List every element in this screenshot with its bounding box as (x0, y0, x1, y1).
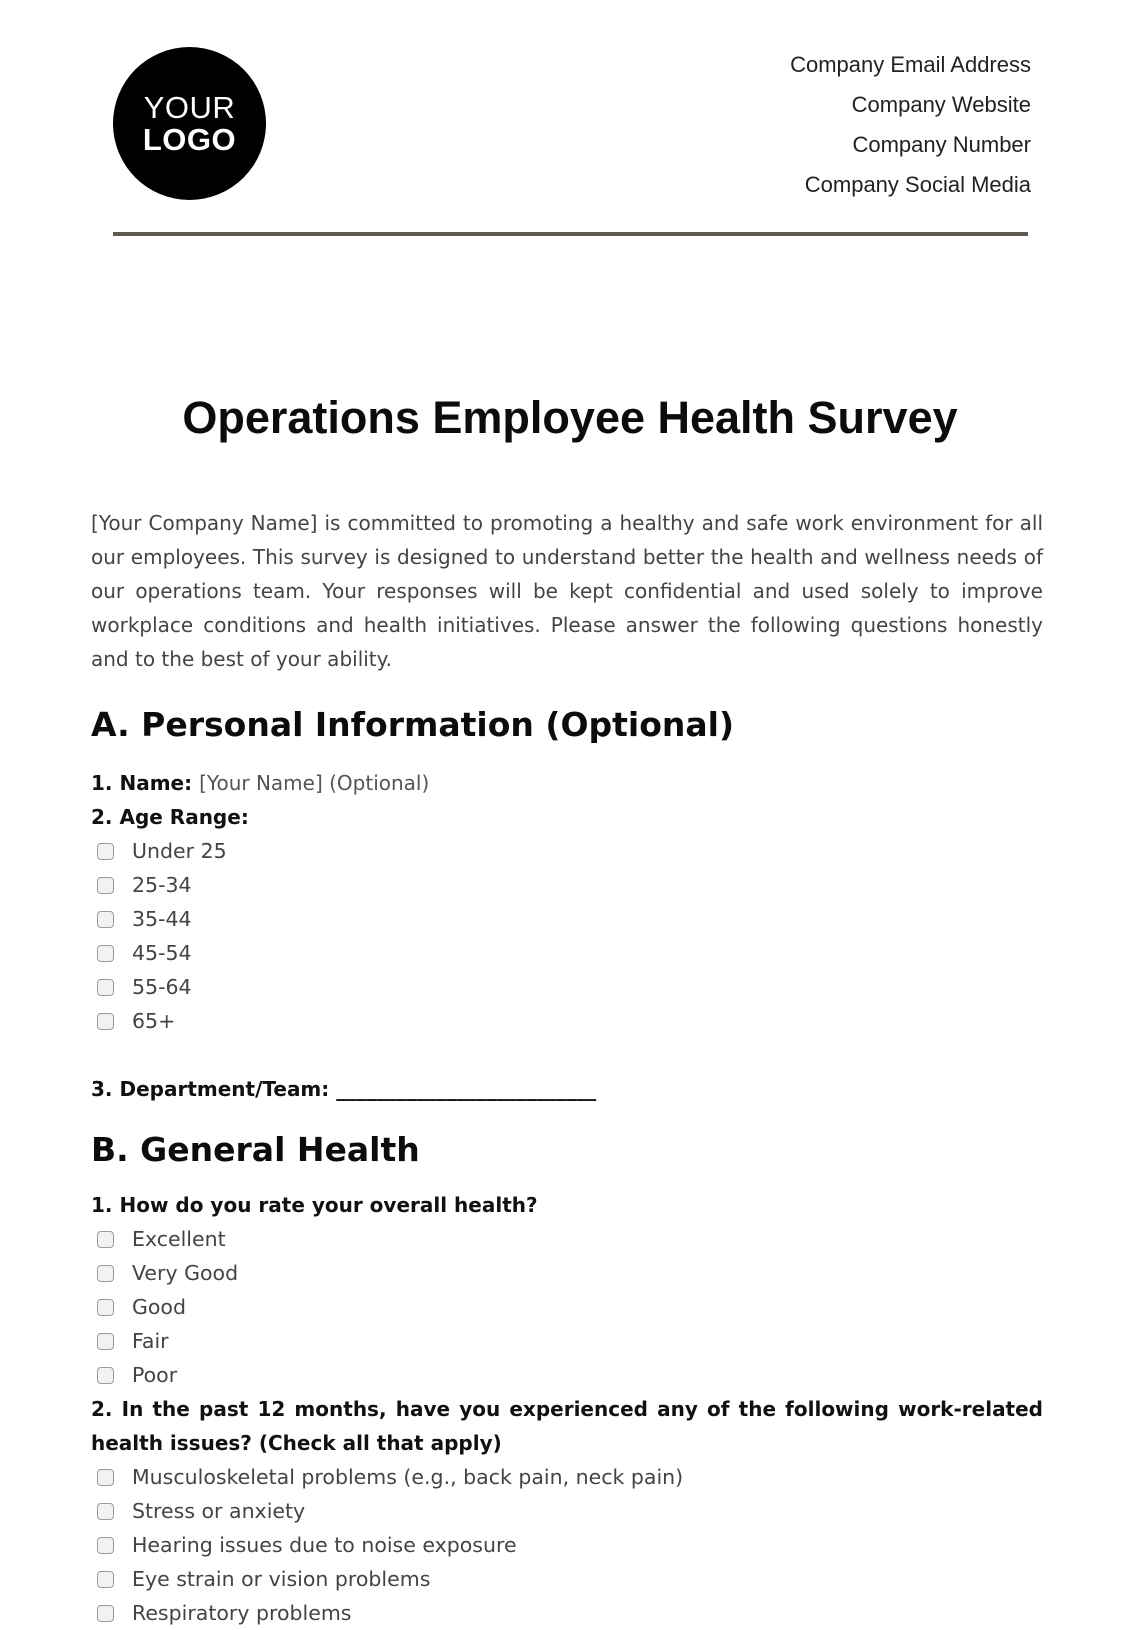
question-age-range: 2. Age Range: (91, 805, 249, 829)
checkbox[interactable] (97, 1571, 114, 1588)
question-department-label: 3. Department/Team: (91, 1077, 330, 1101)
question-name-label: 1. Name: (91, 771, 193, 795)
health-option-fair[interactable] (91, 1324, 1043, 1358)
company-email: Company Email Address (790, 52, 1031, 77)
age-option-55-64[interactable] (91, 970, 1043, 1004)
option-label: Poor (132, 1363, 178, 1387)
company-website: Company Website (851, 92, 1031, 117)
question-name (91, 766, 1043, 800)
health-option-very-good[interactable] (91, 1256, 1043, 1290)
age-option-35-44[interactable] (91, 902, 1043, 936)
document-title: Operations Employee Health Survey (182, 392, 958, 443)
section-b-heading: B. General Health (91, 1130, 420, 1169)
company-number: Company Number (852, 132, 1031, 157)
survey-body (91, 506, 1043, 1630)
option-label: Fair (132, 1329, 169, 1353)
age-option-45-54[interactable] (91, 936, 1043, 970)
checkbox[interactable] (97, 979, 114, 996)
name-field[interactable]: [Your Name] (Optional) (199, 771, 430, 795)
checkbox[interactable] (97, 1299, 114, 1316)
checkbox[interactable] (97, 1367, 114, 1384)
checkbox[interactable] (97, 877, 114, 894)
option-label: Respiratory problems (132, 1601, 352, 1625)
issue-option-respiratory[interactable] (91, 1596, 1043, 1630)
option-label: Hearing issues due to noise exposure (132, 1533, 517, 1557)
checkbox[interactable] (97, 1231, 114, 1248)
checkbox[interactable] (97, 1503, 114, 1520)
question-work-related-issues: 2. In the past 12 months, have you experienced any of the following work-related health issues? (Check all that apply) (91, 1397, 1043, 1455)
option-label: Very Good (132, 1261, 239, 1285)
health-option-excellent[interactable] (91, 1222, 1043, 1256)
checkbox[interactable] (97, 1265, 114, 1282)
health-option-good[interactable] (91, 1290, 1043, 1324)
checkbox[interactable] (97, 1537, 114, 1554)
company-social-media: Company Social Media (804, 172, 1031, 197)
option-label: Good (132, 1295, 186, 1319)
work-related-issue-options (91, 1460, 1043, 1630)
issue-option-hearing[interactable] (91, 1528, 1043, 1562)
checkbox[interactable] (97, 911, 114, 928)
option-label: 45-54 (132, 941, 192, 965)
checkbox[interactable] (97, 1469, 114, 1486)
option-label: 65+ (132, 1009, 176, 1033)
option-label: Musculoskeletal problems (e.g., back pain, neck pain) (132, 1465, 684, 1489)
age-range-options (91, 834, 1043, 1038)
section-a-heading: A. Personal Information (Optional) (91, 705, 735, 744)
intro-paragraph: [Your Company Name] is committed to promoting a healthy and safe work environment for all our employees. This survey is designed to understand better the health and wellness needs of our operations team. Your responses will be kept confidential and used solely to improve workplace conditions and health initiatives. Please answer the following questions honestly and to the best of your ability. (91, 511, 1043, 671)
option-label: 55-64 (132, 975, 192, 999)
checkbox[interactable] (97, 843, 114, 860)
issue-option-eye-strain[interactable] (91, 1562, 1043, 1596)
age-option-under-25[interactable] (91, 834, 1043, 868)
option-label: Under 25 (132, 839, 227, 863)
company-contact-block (790, 50, 1031, 210)
company-logo (113, 47, 266, 200)
option-label: Stress or anxiety (132, 1499, 306, 1523)
health-option-poor[interactable] (91, 1358, 1043, 1392)
checkbox[interactable] (97, 945, 114, 962)
age-option-65-plus[interactable] (91, 1004, 1043, 1038)
option-label: 25-34 (132, 873, 192, 897)
checkbox[interactable] (97, 1605, 114, 1622)
department-blank-field[interactable]: __________________________ (336, 1077, 597, 1101)
overall-health-options (91, 1222, 1043, 1392)
logo-text-line1: YOUR (143, 90, 236, 125)
option-label: 35-44 (132, 907, 192, 931)
checkbox[interactable] (97, 1013, 114, 1030)
option-label: Excellent (132, 1227, 226, 1251)
header-divider (113, 232, 1028, 236)
issue-option-musculoskeletal[interactable] (91, 1460, 1043, 1494)
question-overall-health: 1. How do you rate your overall health? (91, 1193, 538, 1217)
option-label: Eye strain or vision problems (132, 1567, 431, 1591)
checkbox[interactable] (97, 1333, 114, 1350)
issue-option-stress-anxiety[interactable] (91, 1494, 1043, 1528)
question-department (91, 1072, 1043, 1106)
logo-text-line2: LOGO (142, 122, 237, 157)
age-option-25-34[interactable] (91, 868, 1043, 902)
